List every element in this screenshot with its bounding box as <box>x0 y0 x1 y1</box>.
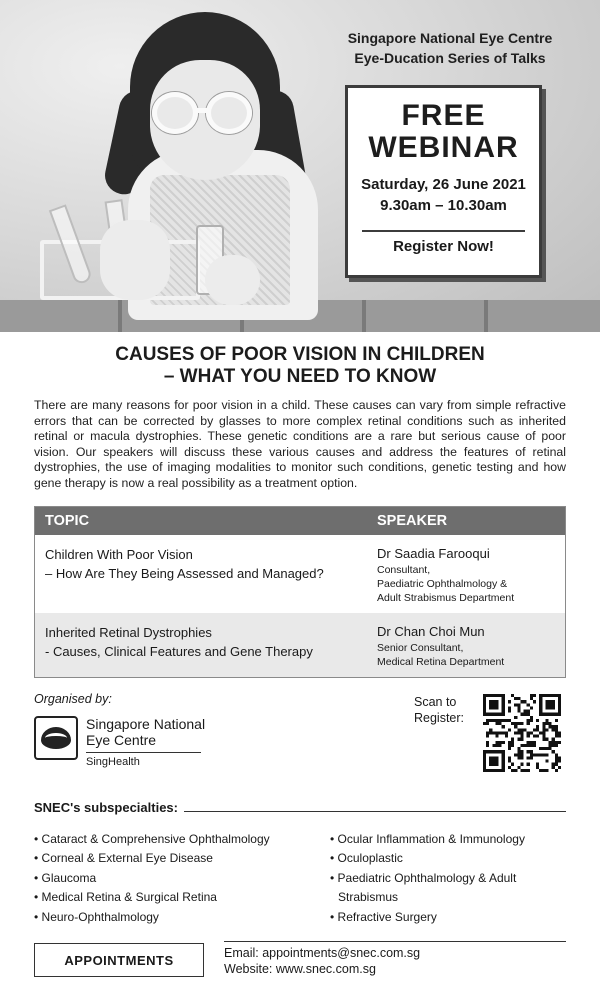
register-now-link[interactable]: Register Now! <box>393 238 494 255</box>
intro-paragraph: There are many reasons for poor vision in a child. These causes can vary from simple refractive errors that can be corrected by glasses to more complex retinal conditions such as inherited retinal or macula dystrophies. These genetic conditions are a rare but serious cause of poor vision. Our speakers will discuss these various causes and address the features of retinal dystrophies, the use of imaging modalities to monitor such conditions, genetic testing and how gene therapy is now a real possibility as a treatment option. <box>34 398 566 490</box>
glasses-lens-left <box>152 92 198 134</box>
webinar-time: 9.30am – 10.30am <box>380 197 507 214</box>
registration-qr-code[interactable] <box>483 694 561 772</box>
scan-label-line-1: Scan to <box>414 694 457 709</box>
topics-table-header <box>35 507 565 535</box>
speaker-role: Paediatric Ophthalmology & <box>377 577 508 590</box>
list-item: • Neuro-Ophthalmology <box>34 909 159 924</box>
girl-arm-left <box>100 220 170 300</box>
list-item: • Ocular Inflammation & Immunology <box>330 831 525 846</box>
webinar-label: WEBINAR <box>368 131 519 164</box>
scan-to-register-label <box>414 694 474 726</box>
title-line-1: CAUSES OF POOR VISION IN CHILDREN <box>115 344 485 365</box>
subspecialties-column-left <box>34 830 330 928</box>
topics-table <box>34 506 566 678</box>
title-line-2: – WHAT YOU NEED TO KNOW <box>163 366 437 387</box>
glasses-lens-right <box>206 92 252 134</box>
subspecialties-column-right <box>330 830 566 928</box>
organiser-name-line-2: Eye Centre <box>86 731 157 748</box>
series-title: Eye-Ducation Series of Talks <box>354 50 546 66</box>
appointments-section <box>34 939 566 989</box>
list-item: • Refractive Surgery <box>330 909 437 924</box>
divider <box>86 752 201 753</box>
org-title: Singapore National Eye Centre <box>347 30 553 46</box>
main-content <box>18 332 582 992</box>
list-item: • Glaucoma <box>34 870 97 885</box>
speaker-cell <box>375 623 565 669</box>
speaker-role: Senior Consultant, <box>377 641 464 654</box>
topic-cell <box>35 545 375 605</box>
parent-org: SingHealth <box>86 755 140 768</box>
speaker-cell <box>375 545 565 605</box>
hero-photo <box>0 0 600 332</box>
divider <box>224 941 566 942</box>
organiser-name-line-1: Singapore National <box>86 715 206 732</box>
subspecialties-list <box>34 830 566 928</box>
eye-arc <box>45 733 67 743</box>
scan-label-line-2: Register: <box>414 710 465 725</box>
free-label: FREE <box>401 99 486 132</box>
topic-subtitle: - Causes, Clinical Features and Gene Therapy <box>45 643 313 659</box>
column-header-speaker: SPEAKER <box>377 512 448 529</box>
divider <box>184 811 566 812</box>
topic-subtitle: – How Are They Being Assessed and Managed? <box>45 565 324 581</box>
organiser-name <box>86 716 216 748</box>
organised-by-label: Organised by: <box>34 691 112 706</box>
divider <box>362 230 525 232</box>
list-item: • Paediatric Ophthalmology & Adult <box>330 870 517 885</box>
table-row <box>35 535 565 613</box>
webinar-box <box>345 85 542 278</box>
snec-logo-icon <box>34 716 78 760</box>
subspecialties-title: SNEC's subspecialties: <box>34 800 184 815</box>
topic-title: Inherited Retinal Dystrophies <box>45 624 212 640</box>
list-item: • Medical Retina & Surgical Retina <box>34 890 217 905</box>
speaker-role: Consultant, <box>377 563 431 576</box>
column-header-topic: TOPIC <box>45 512 90 529</box>
topic-title: Children With Poor Vision <box>45 546 193 562</box>
speaker-role: Medical Retina Department <box>377 655 505 668</box>
page-title <box>18 344 582 388</box>
appointments-button[interactable]: APPOINTMENTS <box>34 943 204 977</box>
glasses-bridge <box>196 108 208 113</box>
girl-hand-right <box>205 255 260 305</box>
subspecialties-header <box>34 800 566 820</box>
organiser-section <box>18 692 582 802</box>
appointments-email[interactable]: Email: appointments@snec.com.sg <box>224 946 421 961</box>
list-item: • Cataract & Comprehensive Ophthalmology <box>34 831 270 846</box>
list-item: • Corneal & External Eye Disease <box>34 851 213 866</box>
webinar-date: Saturday, 26 June 2021 <box>361 176 526 193</box>
speaker-name: Dr Chan Choi Mun <box>377 623 485 639</box>
speaker-role: Adult Strabismus Department <box>377 591 515 604</box>
list-item: • Oculoplastic <box>330 851 403 866</box>
topic-cell <box>35 623 375 669</box>
list-item: Strabismus <box>338 890 399 905</box>
table-row <box>35 613 565 677</box>
speaker-name: Dr Saadia Farooqui <box>377 545 490 561</box>
appointments-website[interactable]: Website: www.snec.com.sg <box>224 962 376 977</box>
